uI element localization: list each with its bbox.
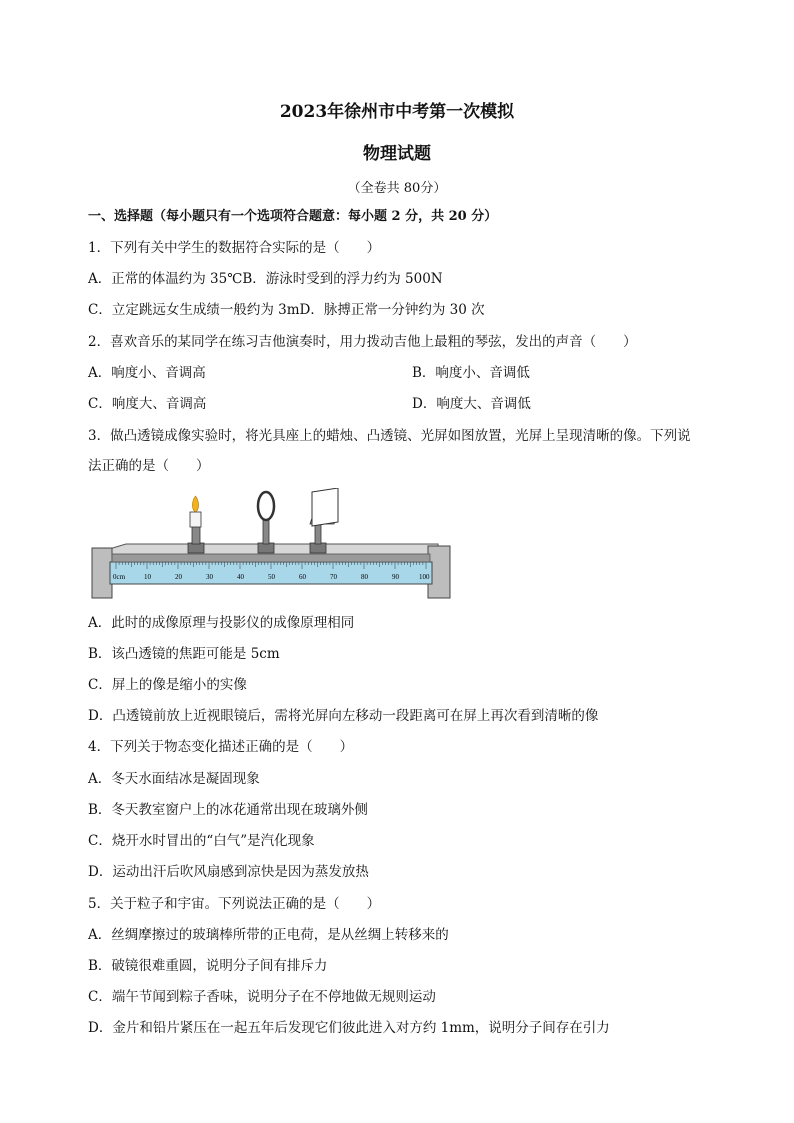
ruler-label-30: 30: [206, 573, 213, 581]
bench-rail: [112, 554, 430, 562]
question-5-option-b: B．破镜很难重圆，说明分子间有排斥力: [88, 958, 328, 974]
section-heading: 一、选择题（每小题只有一个选项符合题意：每小题 2 分，共 20 分）: [88, 209, 498, 224]
question-5-option-d: D．金片和铅片紧压在一起五年后发现它们彼此进入对方约 1mm，说明分子间存在引力: [88, 1020, 610, 1036]
ruler-label-100: 100: [419, 573, 430, 581]
question-2-option-d: D．响度大、音调低: [412, 396, 531, 412]
question-2-option-a: A．响度小、音调高: [88, 365, 206, 381]
subject-title: 物理试题: [363, 144, 431, 164]
ruler-label-60: 60: [299, 573, 306, 581]
question-1-option-cd: C．立定跳远女生成绩一般约为 3mD．脉搏正常一分钟约为 30 次: [88, 302, 485, 318]
ruler-label-20: 20: [175, 573, 182, 581]
question-5-option-a: A．丝绸摩擦过的玻璃棒所带的正电荷，是从丝绸上转移来的: [88, 927, 449, 943]
optical-bench-figure: [88, 488, 458, 606]
question-3-option-c: C．屏上的像是缩小的实像: [88, 677, 247, 693]
ruler-label-40: 40: [237, 573, 244, 581]
question-4-option-a: A．冬天水面结冰是凝固现象: [88, 771, 260, 787]
convex-lens: [258, 492, 274, 553]
question-3-stem: 3．做凸透镜成像实验时，将光具座上的蜡烛、凸透镜、光屏如图放置，光屏上呈现清晰的像。下列说: [88, 428, 691, 444]
question-5-stem: 5．关于粒子和宇宙。下列说法正确的是（ ）: [88, 896, 381, 912]
question-4-stem: 4．下列关于物态变化描述正确的是（ ）: [88, 739, 354, 755]
total-score: （全卷共 80分）: [347, 181, 447, 196]
ruler-label-80: 80: [361, 573, 368, 581]
ruler-label-10: 10: [144, 573, 151, 581]
question-4-option-c: C．烧开水时冒出的“白气”是汽化现象: [88, 833, 315, 849]
ruler-label-50: 50: [268, 573, 275, 581]
ruler-label-0: 0cm: [113, 573, 126, 581]
ruler-label-90: 90: [392, 573, 399, 581]
exam-title: 2023年徐州市中考第一次模拟: [279, 102, 515, 122]
question-2-stem: 2．喜欢音乐的某同学在练习吉他演奏时，用力拨动吉他上最粗的琴弦，发出的声音（ ）: [88, 334, 637, 350]
question-2-option-c: C．响度大、音调高: [88, 396, 207, 412]
bench-left-end: [92, 548, 112, 598]
ruler-label-70: 70: [330, 573, 337, 581]
question-2-option-b: B．响度小、音调低: [412, 365, 530, 381]
question-4-option-d: D．运动出汗后吹风扇感到凉快是因为蒸发放热: [88, 864, 369, 880]
question-3-option-a: A．此时的成像原理与投影仪的成像原理相同: [88, 615, 355, 631]
question-5-option-c: C．端午节闻到粽子香味，说明分子在不停地做无规则运动: [88, 989, 436, 1005]
question-1-stem: 1．下列有关中学生的数据符合实际的是（ ）: [88, 240, 381, 256]
question-1-option-ab: A．正常的体温约为 35℃B．游泳时受到的浮力约为 500N: [88, 271, 443, 287]
question-3-stem-cont: 法正确的是（ ）: [88, 458, 210, 474]
light-screen: [310, 488, 338, 553]
candle: [188, 496, 204, 553]
question-4-option-b: B．冬天教室窗户上的冰花通常出现在玻璃外侧: [88, 802, 368, 818]
question-3-option-b: B．该凸透镜的焦距可能是 5cm: [88, 646, 280, 662]
question-3-option-d: D．凸透镜前放上近视眼镜后，需将光屏向左移动一段距离可在屏上再次看到清晰的像: [88, 708, 599, 724]
candle-flame: [192, 496, 198, 512]
